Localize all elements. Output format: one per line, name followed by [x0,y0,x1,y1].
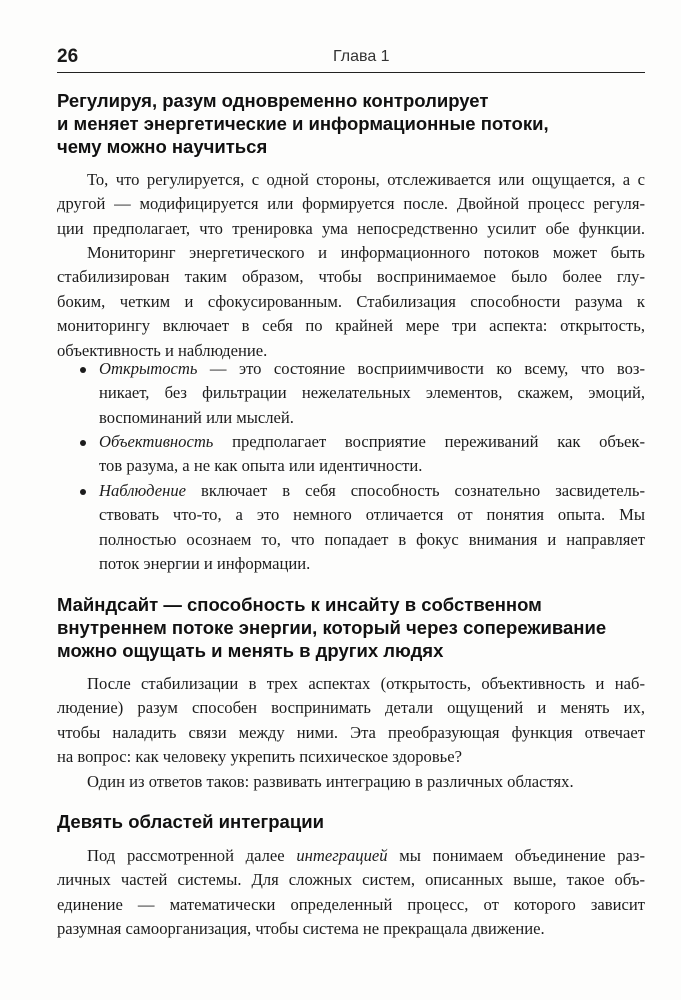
list-item-observation: Наблюдение включает в себя способность сознательно засвидетель- ствовать что-то, а это немного отличается от понятия опыта. Мы полностью осознаем то, что попадает в фокус внимания и направляет поток энергии и информации. [99,481,645,574]
section-heading-nine-domains: Девять областей интеграции [57,811,324,832]
paragraph-stabilization: После стабилизации в трех аспектах (открытость, объективность и наб- людение) разум способен воспринимать детали ощущений и менять их, чтобы наладить связи между ними. Эта преобразующая функция отвечает на вопрос: как человеку укрепить психическое здоровье? [57,674,645,767]
section-heading-mindsight: Майндсайт — способность к инсайту в собственном внутреннем потоке энергии, который через сопереживание можно ощущать и менять в других людях [57,594,607,661]
list-item-objectivity: Объективность предполагает восприятие переживаний как объек- тов разума, а не как опыта или идентичности. [99,432,645,476]
section-heading-regulation: Регулируя, разум одновременно контролирует и меняет энергетические и информационные потоки, чему можно научиться [57,90,549,157]
bullet-dot [80,367,86,373]
paragraph-monitoring: Мониторинг энергетического и информационного потоков может быть стабилизирован таким образом, чтобы воспринимаемое было более глу- боким, четким и сфокусированным. Стабилизация способности разума к мониторингу включает в себя по крайней мере три аспекта: открытость, объективность и наблюдение. [57,243,645,360]
chapter-label: Глава 1 [333,48,390,65]
page-number: 26 [57,46,79,67]
paragraph-integration-answer: Один из ответов таков: развивать интеграцию в различных областях. [87,772,574,791]
paragraph-regulation-intro: То, что регулируется, с одной стороны, отслеживается или ощущается, а с другой — модифицируется или формируется после. Двойной процесс регуля- ции предполагает, что тренировка ума непосредственно усилит обе функции. [57,170,645,238]
running-header [57,46,645,73]
paragraph-integration-definition: Под рассмотренной далее интеграцией мы понимаем объединение раз- личных частей системы. Для сложных систем, описанных выше, такое объ- единение — математически определенный процесс, от которого зависит разумная самоорганизация, чтобы система не прекращала движение. [57,846,645,939]
bullet-dot [80,489,86,495]
bullet-dot [80,440,86,446]
list-item-openness: Открытость — это состояние восприимчивости ко всему, что воз- никает, без фильтрации нежелательных элементов, скажем, эмоций, воспоминаний или мыслей. [99,359,645,427]
